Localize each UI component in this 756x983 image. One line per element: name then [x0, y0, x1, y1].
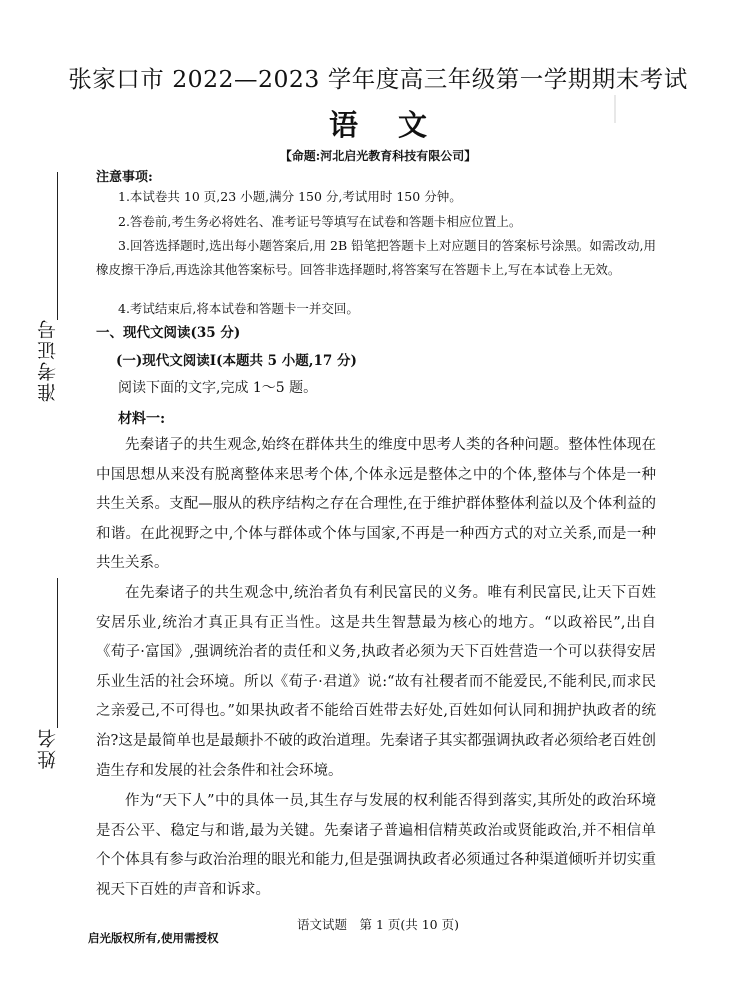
paragraph-3: 作为“天下人”中的具体一员,其生存与发展的权利能否得到落实,其所处的政治环境是否公平、稳定与和谐,最为关键。先秦诸子普遍相信精英政治或贤能政治,并不相信单个个体具有参与政治治理的眼光和能力,但是强调执政者必须通过各种渠道倾听并切实重视天下百姓的声音和诉求。: [96, 793, 656, 898]
exam-title: 张家口市 2022—2023 学年度高三年级第一学期期末考试: [68, 65, 688, 93]
name-label: 姓名: [37, 727, 59, 769]
paragraph-1: 先秦诸子的共生观念,始终在群体共生的维度中思考人类的各种问题。整体性体现在中国思想从来没有脱离整体来思考个体,个体永远是整体之中的个体,整体与个体是一种共生关系。支配—服从的秩序结构之存在合理性,在于维护群体整体利益以及个体利益的和谐。在此视野之中,个体与群体或个体与国家,不再是一种西方式的对立关系,而是一种共生关系。: [96, 437, 656, 572]
note-item-1: 1.本试卷共 10 页,23 小题,满分 150 分,考试用时 150 分钟。: [118, 189, 462, 204]
name-fill-line: [57, 578, 58, 728]
note-item-4: 4.考试结束后,将本试卷和答题卡一并交回。: [118, 301, 359, 316]
note-item-3: 3.回答选择题时,选出每小题答案后,用 2B 铅笔把答题卡上对应题目的答案标号涂黑。如需改动,用橡皮擦干净后,再选涂其他答案标号。回答非选择题时,将答案写在答题卡上,写在本试卷上无效。: [96, 238, 656, 277]
scan-mark: [614, 95, 616, 123]
note-item-2: 2.答卷前,考生务必将姓名、准考证号等填写在试卷和答题卡相应位置上。: [118, 214, 522, 229]
copyright-note: 启光版权所有,使用需授权: [88, 931, 219, 945]
paragraph-2: 在先秦诸子的共生观念中,统治者负有利民富民的义务。唯有利民富民,让天下百姓安居乐业,统治才真正具有正当性。这是共生智慧最为核心的地方。“以政裕民”,出自《荀子·富国》,强调统治者的责任和义务,执政者必须为天下百姓营造一个可以获得安居乐业生活的社会环境。所以《荀子·君道》说:“故有社稷者而不能爱民,不能利民,而求民之亲爱己,不可得也。”如果执政者不能给百姓带去好处,百姓如何认同和拥护执政者的统治?这是最简单也是最颠扑不破的政治道理。先秦诸子其实都强调执政者必须给老百姓创造生存和发展的社会条件和社会环境。: [96, 585, 656, 779]
subsection-heading: (一)现代文阅读Ⅰ(本题共 5 小题,17 分): [116, 353, 357, 369]
material-label: 材料一:: [118, 411, 166, 427]
reading-instruction: 阅读下面的文字,完成 1～5 题。: [118, 380, 318, 396]
exam-id-fill-line: [57, 172, 58, 320]
page-footer: 语文试题 第 1 页(共 10 页): [296, 917, 459, 932]
subject-title: 语文: [328, 108, 467, 142]
notes-heading: 注意事项:: [96, 170, 153, 185]
proposer-note: 【命题:河北启光教育科技有限公司】: [279, 149, 477, 163]
section-heading: 一、现代文阅读(35 分): [96, 325, 241, 341]
exam-id-label: 准考证号: [37, 318, 59, 402]
